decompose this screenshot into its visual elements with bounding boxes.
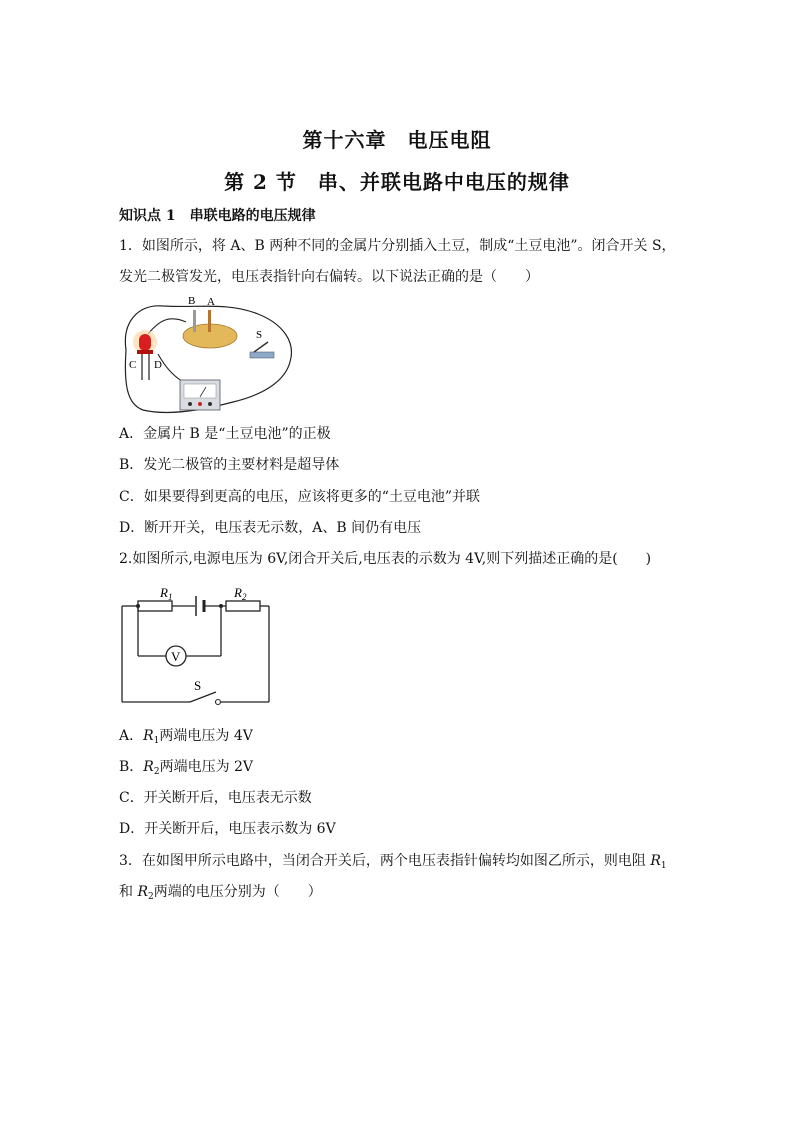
- metal-plate-b-icon: [193, 310, 196, 332]
- q2-label-v: V: [171, 649, 181, 664]
- resistor-r2-icon: [226, 601, 260, 611]
- q2-option-c: C．开关断开后，电压表无示数: [119, 790, 312, 806]
- metal-plate-a-icon: [208, 310, 211, 332]
- q1-option-c: C．如果要得到更高的电压，应该将更多的“土豆电池”并联: [119, 489, 481, 505]
- q2-option-a: A．$R_1$两端电压为 4V: [119, 728, 253, 746]
- q1-stem-line2: 发光二极管发光，电压表指针向右偏转。以下说法正确的是（ ）: [119, 269, 539, 285]
- q2-option-b: B．$R_2$两端电压为 2V: [119, 759, 254, 777]
- q2-label-r1: R: [160, 585, 168, 600]
- q2-option-d: D．开关断开后，电压表示数为 6V: [119, 821, 336, 837]
- q1-option-d: D．断开开关，电压表无示数，A、B 间仍有电压: [119, 520, 422, 536]
- q1-option-b: B．发光二极管的主要材料是超导体: [119, 457, 340, 473]
- q1-label-s: S: [256, 329, 263, 341]
- q2-label-s: S: [194, 678, 202, 693]
- q2-circuit-figure: [118, 580, 278, 710]
- q1-label-c: C: [129, 359, 137, 371]
- led-icon: [139, 334, 151, 351]
- chapter-title: 第十六章 电压电阻: [302, 128, 492, 152]
- section-title: 第 2 节 串、并联电路中电压的规律: [224, 170, 570, 194]
- q1-potato-battery-figure: [118, 292, 300, 418]
- resistor-r1-icon: [138, 601, 172, 611]
- q2-label-r2-sub: 2: [241, 592, 247, 602]
- q1-option-a: A．金属片 B 是“土豆电池”的正极: [119, 426, 331, 442]
- q2-stem: 2.如图所示,电源电压为 6V,闭合开关后,电压表的示数为 4V,则下列描述正确的是( ): [119, 551, 652, 567]
- q1-label-d: D: [154, 359, 162, 371]
- svg-text:R1: [159, 585, 172, 602]
- q1-label-b: B: [188, 295, 196, 307]
- switch-lever-icon: [254, 342, 268, 352]
- q2-label-r1-sub: 1: [167, 592, 173, 602]
- q1-stem-line1: 1．如图所示，将 A、B 两种不同的金属片分别插入土豆，制成“土豆电池”。闭合开关 S，: [119, 238, 676, 254]
- switch-base-icon: [250, 352, 274, 358]
- q3-stem-line1: 3．在如图甲所示电路中，当闭合开关后，两个电压表指针偏转均如图乙所示，则电阻 $R_1$: [119, 853, 667, 871]
- q2-label-r2: R: [234, 585, 242, 600]
- svg-text:R2: [233, 585, 247, 602]
- q1-wire-inner-2: [158, 354, 188, 384]
- switch-icon: [190, 692, 216, 702]
- knowledge-point-heading: 知识点 1 串联电路的电压规律: [119, 208, 316, 224]
- q3-stem-line2: 和 $R_2$两端的电压分别为（ ）: [119, 884, 322, 902]
- q1-label-a: A: [207, 296, 215, 308]
- q1-wire-inner: [148, 319, 186, 334]
